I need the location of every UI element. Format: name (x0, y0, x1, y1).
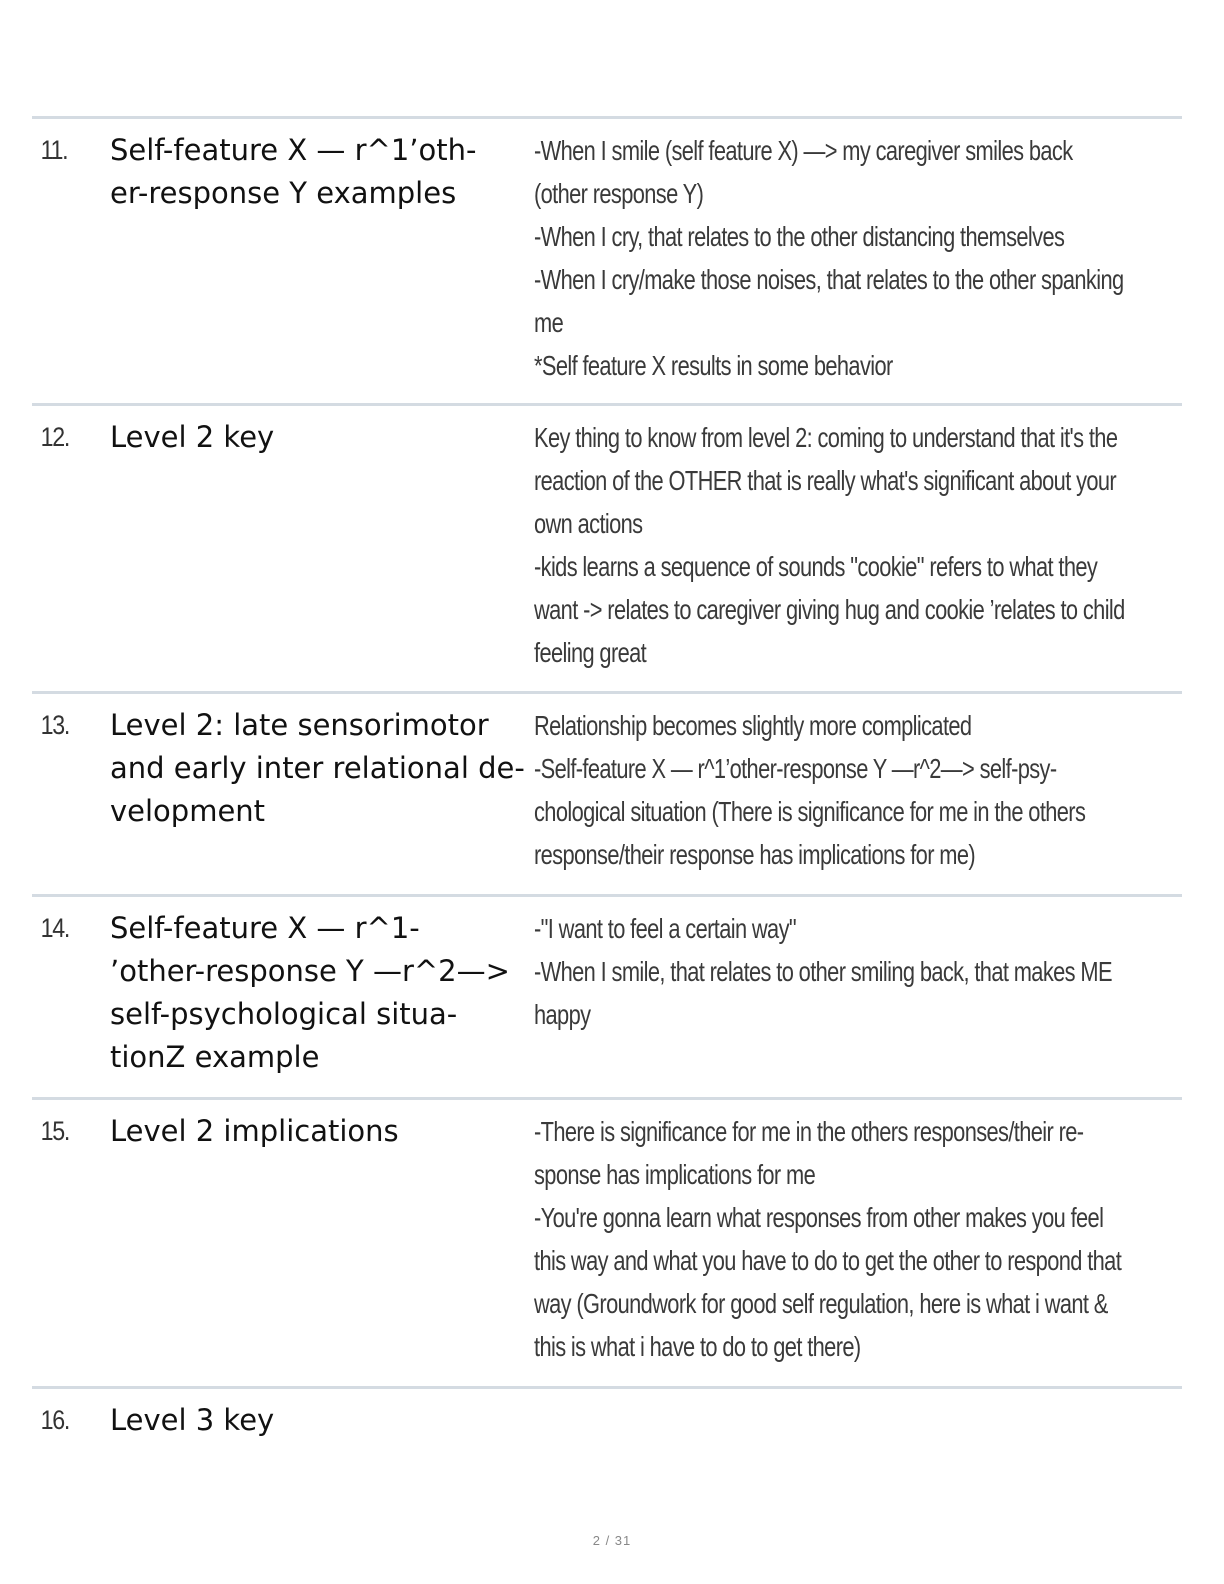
card-number: 16. (40, 1405, 70, 1435)
card-definition (534, 1389, 1182, 1476)
card-definition-line: reaction of the OTHER that is really what's significant about your (534, 465, 1117, 496)
card-term-line: Level 2 key (110, 420, 275, 454)
card-row (32, 116, 1182, 403)
card-term-line: Level 3 key (110, 1403, 275, 1437)
card-definition-line: Relationship becomes slightly more complicated (534, 710, 972, 741)
card-definition-line: -There is significance for me in the others responses/their re- (534, 1116, 1084, 1147)
card-definition-line: sponse has implications for me (534, 1159, 816, 1190)
card-number: 12. (40, 422, 70, 452)
card-row (32, 1097, 1182, 1386)
card-term-line: and early inter relational de- (110, 751, 525, 785)
card-definition-line: this way and what you have to do to get the other to respond that (534, 1245, 1122, 1276)
card-term (110, 119, 534, 403)
card-definition (534, 1100, 1182, 1386)
card-definition-line: feeling great (534, 637, 647, 668)
card-definition-line: *Self feature X results in some behavior (534, 350, 893, 381)
card-number: 14. (40, 913, 70, 943)
card-term (110, 694, 534, 894)
card-term (110, 406, 534, 691)
card-definition-line: -Self-feature X — r^1’other-response Y —r^2—> self-psy- (534, 753, 1057, 784)
flashcard-list (32, 116, 1182, 1476)
card-term-line: ’other-response Y —r^2—> (110, 954, 510, 988)
card-definition-line: -When I cry/make those noises, that relates to the other spanking (534, 264, 1124, 295)
card-term-line: er-response Y examples (110, 176, 457, 210)
card-definition-line: way (Groundwork for good self regulation, here is what i want & (534, 1288, 1108, 1319)
card-definition-line: me (534, 307, 564, 338)
card-row (32, 1386, 1182, 1476)
card-term-line: Self-feature X — r^1’oth- (110, 133, 477, 167)
card-definition-line: Key thing to know from level 2: coming to understand that it's the (534, 422, 1118, 453)
card-term-line: Level 2 implications (110, 1114, 399, 1148)
card-definition (534, 406, 1182, 691)
card-definition-line: chological situation (There is significance for me in the others (534, 796, 1086, 827)
card-definition-line: -"I want to feel a certain way" (534, 913, 797, 944)
card-term-line: velopment (110, 794, 266, 828)
card-row (32, 894, 1182, 1097)
card-number: 13. (40, 710, 70, 740)
card-term-line: self-psychological situa- (110, 997, 458, 1031)
card-definition-line: want -> relates to caregiver giving hug and cookie ’relates to child (534, 594, 1125, 625)
card-definition-line: (other response Y) (534, 178, 704, 209)
card-term (110, 897, 534, 1097)
card-number: 11. (40, 135, 68, 165)
card-definition-line: response/their response has implications for me) (534, 839, 976, 870)
card-definition (534, 897, 1182, 1097)
card-definition-line: -When I cry, that relates to the other distancing themselves (534, 221, 1065, 252)
card-definition-line: -kids learns a sequence of sounds "cookie" refers to what they (534, 551, 1098, 582)
card-definition-line: own actions (534, 508, 643, 539)
card-definition-line: this is what i have to do to get there) (534, 1331, 861, 1362)
card-definition-line: happy (534, 999, 591, 1030)
card-term (110, 1389, 534, 1476)
card-term (110, 1100, 534, 1386)
card-term-line: Self-feature X — r^1- (110, 911, 420, 945)
card-definition (534, 694, 1182, 894)
card-row (32, 403, 1182, 691)
card-number: 15. (40, 1116, 70, 1146)
card-definition-line: -When I smile (self feature X) —> my caregiver smiles back (534, 135, 1073, 166)
page-indicator: 2 / 31 (592, 1533, 632, 1548)
card-row (32, 691, 1182, 894)
card-definition (534, 119, 1182, 403)
card-term-line: tionZ example (110, 1040, 320, 1074)
card-definition-line: -When I smile, that relates to other smiling back, that makes ME (534, 956, 1112, 987)
card-term-line: Level 2: late sensorimotor (110, 708, 489, 742)
card-definition-line: -You're gonna learn what responses from other makes you feel (534, 1202, 1104, 1233)
